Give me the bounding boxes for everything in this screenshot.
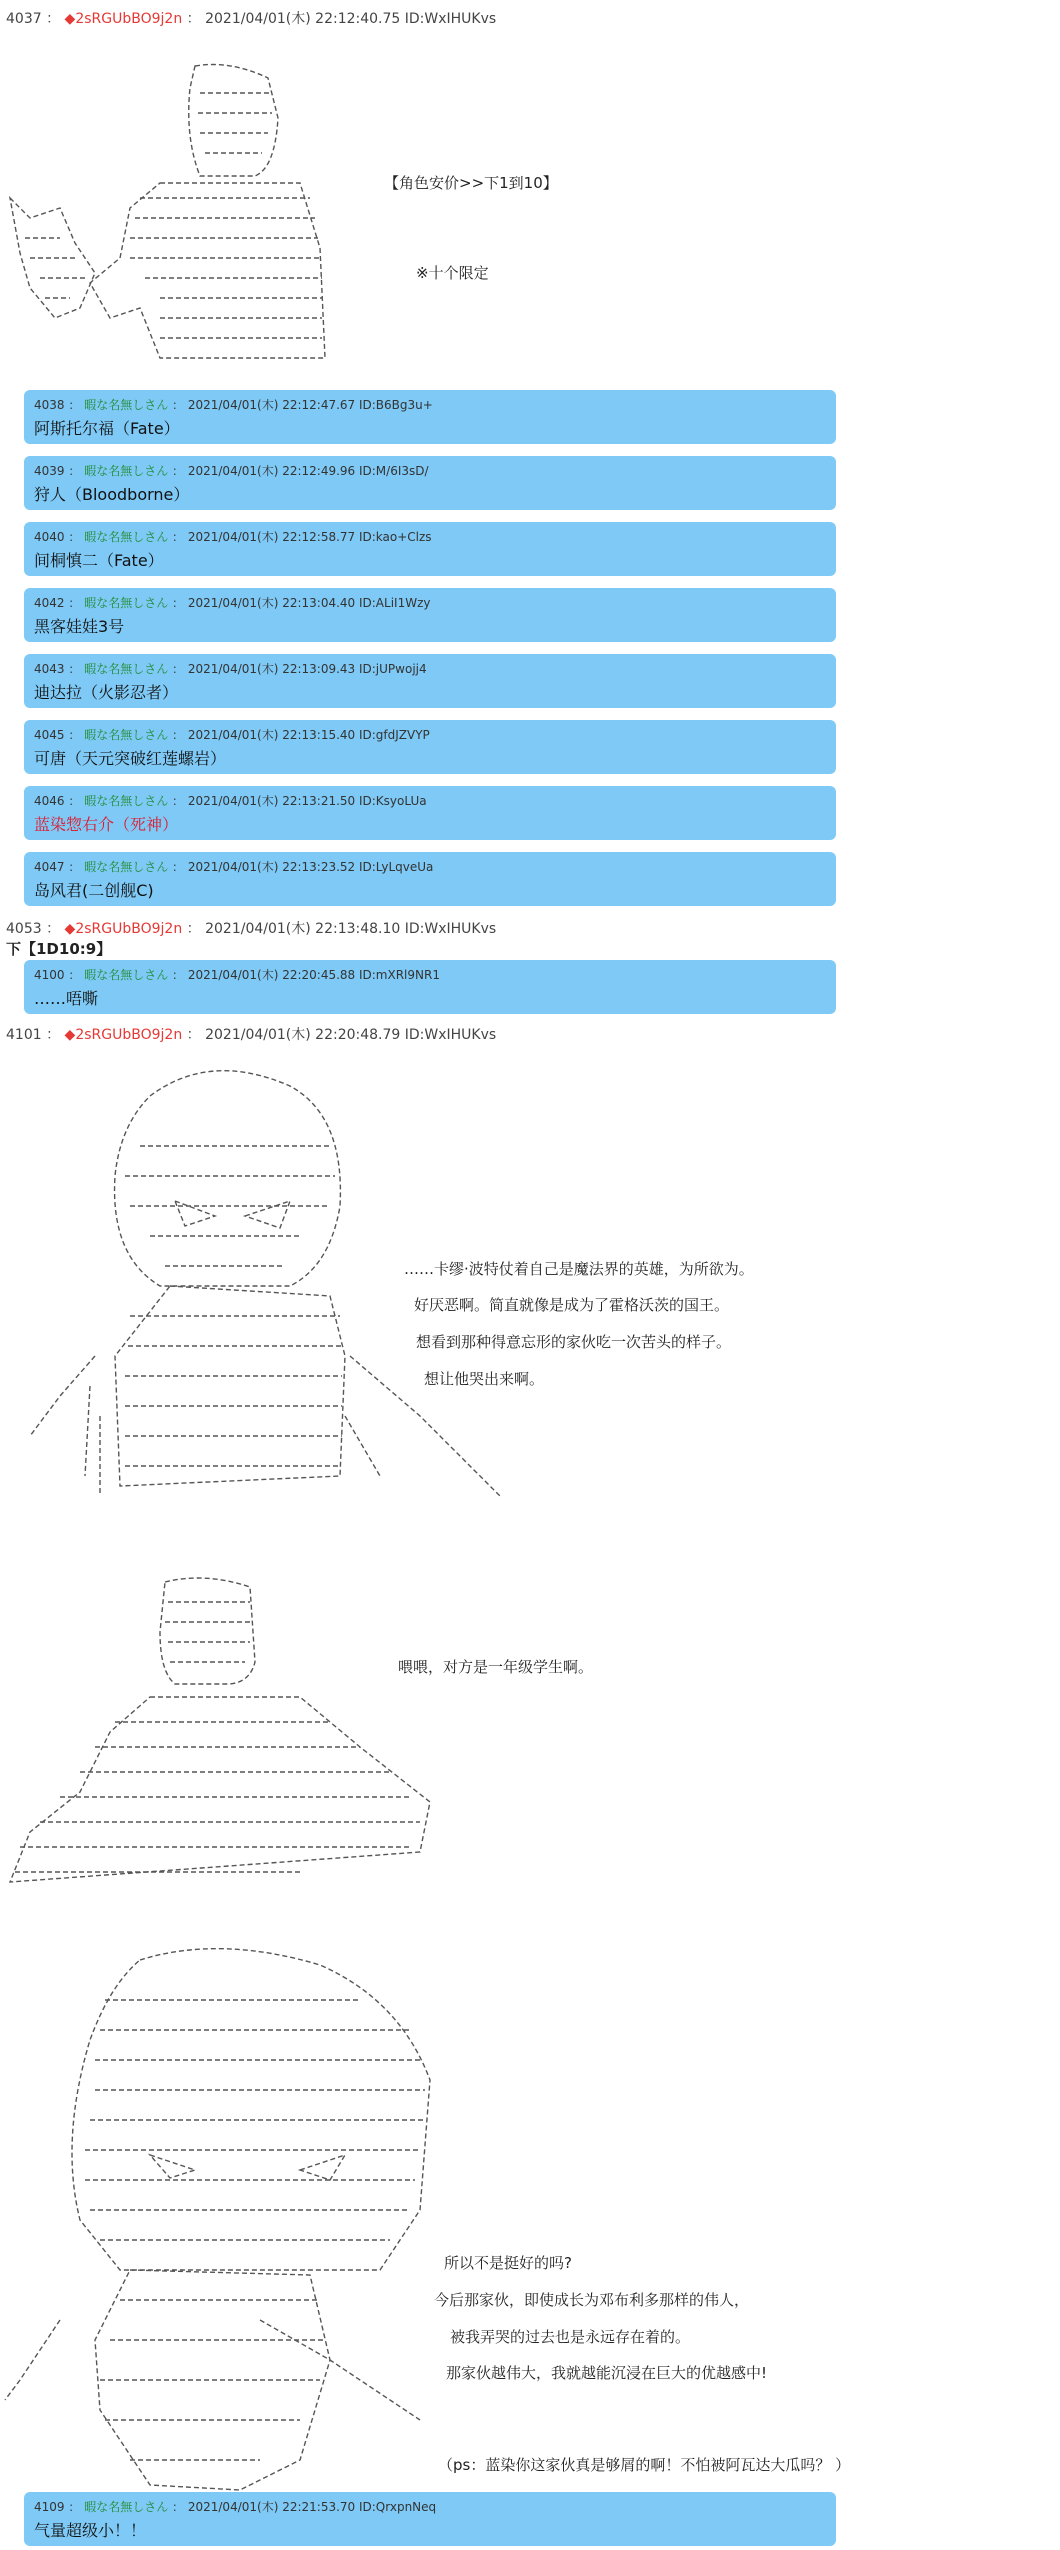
reply-number-link[interactable]: 4100 <box>34 968 65 982</box>
reply-body: 迪达拉（火影忍者） <box>34 683 179 702</box>
reply-meta: 4046 ： 暇な名無しさん ： 2021/04/01(木) 22:13:21.50 ID:KsyoLUa <box>34 794 427 808</box>
post-line-c1: 所以不是挺好的吗? <box>444 2254 572 2272</box>
reply-datetime: ： 2021/04/01(木) 22:12:47.67 ID:B6Bg3u+ <box>172 398 433 412</box>
post-line-a2: 好厌恶啊。简直就像是成为了霍格沃茨的国王。 <box>414 1296 730 1314</box>
post-line-prompt: 【角色安价>>下1到10】 <box>384 174 558 192</box>
reply-datetime: ： 2021/04/01(木) 22:13:15.40 ID:gfdJZVYP <box>172 728 430 742</box>
post-header-4037 <box>6 8 496 28</box>
reply-meta: 4038 ： 暇な名無しさん ： 2021/04/01(木) 22:12:47.67 ID:B6Bg3u+ <box>34 398 433 412</box>
reply-bubble-4109 <box>24 2492 836 2546</box>
reply-name: 暇な名無しさん <box>84 860 169 874</box>
reply-datetime: ： 2021/04/01(木) 22:13:04.40 ID:ALiI1Wzy <box>172 596 431 610</box>
reply-meta: 4039 ： 暇な名無しさん ： 2021/04/01(木) 22:12:49.96 ID:M/6I3sD/ <box>34 464 429 478</box>
reply-bubble-4046 <box>24 786 836 840</box>
reply-number-link[interactable]: 4047 <box>34 860 65 874</box>
reply-name: 暇な名無しさん <box>84 398 169 412</box>
reply-datetime: ： 2021/04/01(木) 22:12:58.77 ID:kao+Clzs <box>172 530 432 544</box>
reply-number-link[interactable]: 4038 <box>34 398 65 412</box>
post-number: 4037 <box>6 11 42 27</box>
diamond-icon: ◆ <box>64 921 76 937</box>
post-line-c4: 那家伙越伟大，我就越能沉浸在巨大的优越感中! <box>446 2364 768 2382</box>
post-line-c2: 今后那家伙，即使成长为邓布利多那样的伟人， <box>434 2291 750 2309</box>
ascii-art-character-2 <box>0 1056 520 1516</box>
reply-name: 暇な名無しさん <box>84 464 169 478</box>
reply-meta: 4100 ： 暇な名無しさん ： 2021/04/01(木) 22:20:45.88 ID:mXRl9NR1 <box>34 968 440 982</box>
ascii-art-character-3 <box>0 1572 440 1892</box>
post-line-a1: ……卡缪·波特仗着自己是魔法界的英雄，为所欲为。 <box>404 1260 754 1278</box>
reply-bubble-4100 <box>24 960 836 1014</box>
reply-name: 暇な名無しさん <box>84 2500 169 2514</box>
reply-number-link[interactable]: 4039 <box>34 464 65 478</box>
post-header-4053 <box>6 918 496 938</box>
reply-datetime: ： 2021/04/01(木) 22:21:53.70 ID:QrxpnNeq <box>172 2500 437 2514</box>
reply-body: 气量超级小！！ <box>34 2521 147 2540</box>
reply-name: 暇な名無しさん <box>84 530 169 544</box>
post-separator: ： <box>46 11 61 27</box>
trip-link[interactable]: 2sRGUbBO9j2n <box>75 921 183 937</box>
trip-link[interactable]: 2sRGUbBO9j2n <box>75 11 183 27</box>
reply-meta: 4047 ： 暇な名無しさん ： 2021/04/01(木) 22:13:23.52 ID:LyLqveUa <box>34 860 434 874</box>
post-line-c5: （ps：蓝染你这家伙真是够屑的啊！不怕被阿瓦达大瓜吗？ ） <box>438 2456 851 2474</box>
reply-datetime: ： 2021/04/01(木) 22:13:09.43 ID:jUPwojj4 <box>172 662 427 676</box>
post-separator: ： <box>46 921 61 937</box>
reply-body: ……唔嘶 <box>34 989 99 1008</box>
reply-number-link[interactable]: 4045 <box>34 728 65 742</box>
reply-meta: 4045 ： 暇な名無しさん ： 2021/04/01(木) 22:13:15.40 ID:gfdJZVYP <box>34 728 430 742</box>
reply-bubble-4040 <box>24 522 836 576</box>
reply-meta: 4043 ： 暇な名無しさん ： 2021/04/01(木) 22:13:09.43 ID:jUPwojj4 <box>34 662 427 676</box>
ascii-art-character-1 <box>0 58 340 378</box>
reply-name: 暇な名無しさん <box>84 794 169 808</box>
post-datetime: ： 2021/04/01(木) 22:13:48.10 ID:WxIHUKvs <box>186 921 497 937</box>
reply-number-link[interactable]: 4040 <box>34 530 65 544</box>
reply-name: 暇な名無しさん <box>84 596 169 610</box>
post-datetime: ： 2021/04/01(木) 22:20:48.79 ID:WxIHUKvs <box>186 1027 497 1043</box>
reply-datetime: ： 2021/04/01(木) 22:13:21.50 ID:KsyoLUa <box>172 794 427 808</box>
post-line-b: 喂喂，对方是一年级学生啊。 <box>398 1658 594 1676</box>
post-line-a3: 想看到那种得意忘形的家伙吃一次苦头的样子。 <box>416 1333 732 1351</box>
reply-name: 暇な名無しさん <box>84 968 169 982</box>
reply-meta: 4040 ： 暇な名無しさん ： 2021/04/01(木) 22:12:58.77 ID:kao+Clzs <box>34 530 432 544</box>
reply-body: 岛风君(二创舰C) <box>34 881 154 900</box>
reply-datetime: ： 2021/04/01(木) 22:13:23.52 ID:LyLqveUa <box>172 860 434 874</box>
dice-result: 下【1D10:9】 <box>6 940 112 958</box>
reply-body: 黑客娃娃3号 <box>34 617 125 636</box>
reply-name: 暇な名無しさん <box>84 728 169 742</box>
reply-body: 蓝染惣右介（死神） <box>34 815 179 834</box>
reply-meta: 4109 ： 暇な名無しさん ： 2021/04/01(木) 22:21:53.70 ID:QrxpnNeq <box>34 2500 437 2514</box>
post-line-a4: 想让他哭出来啊。 <box>424 1370 545 1388</box>
reply-body: 阿斯托尔福（Fate） <box>34 419 180 438</box>
post-line-limit: ※十个限定 <box>416 264 489 282</box>
post-header-4101 <box>6 1024 496 1044</box>
post-separator: ： <box>46 1027 61 1043</box>
reply-bubble-4045 <box>24 720 836 774</box>
reply-number-link[interactable]: 4109 <box>34 2500 65 2514</box>
trip-link[interactable]: 2sRGUbBO9j2n <box>75 1027 183 1043</box>
reply-number-link[interactable]: 4046 <box>34 794 65 808</box>
reply-bubble-4042 <box>24 588 836 642</box>
reply-bubble-4038 <box>24 390 836 444</box>
ascii-art-character-4 <box>0 1940 440 2500</box>
reply-number-link[interactable]: 4043 <box>34 662 65 676</box>
post-number: 4053 <box>6 921 42 937</box>
reply-bubble-4047 <box>24 852 836 906</box>
post-number: 4101 <box>6 1027 42 1043</box>
diamond-icon: ◆ <box>64 11 76 27</box>
reply-bubble-4043 <box>24 654 836 708</box>
reply-datetime: ： 2021/04/01(木) 22:20:45.88 ID:mXRl9NR1 <box>172 968 440 982</box>
reply-body: 狩人（Bloodborne） <box>34 485 190 504</box>
post-line-c3: 被我弄哭的过去也是永远存在着的。 <box>450 2328 691 2346</box>
post-datetime: ： 2021/04/01(木) 22:12:40.75 ID:WxIHUKvs <box>186 11 497 27</box>
reply-name: 暇な名無しさん <box>84 662 169 676</box>
reply-datetime: ： 2021/04/01(木) 22:12:49.96 ID:M/6I3sD/ <box>172 464 429 478</box>
diamond-icon: ◆ <box>64 1027 76 1043</box>
reply-number-link[interactable]: 4042 <box>34 596 65 610</box>
reply-body: 间桐慎二（Fate） <box>34 551 164 570</box>
reply-bubble-4039 <box>24 456 836 510</box>
reply-meta: 4042 ： 暇な名無しさん ： 2021/04/01(木) 22:13:04.40 ID:ALiI1Wzy <box>34 596 431 610</box>
reply-body: 可唐（天元突破红莲螺岩） <box>34 749 227 768</box>
